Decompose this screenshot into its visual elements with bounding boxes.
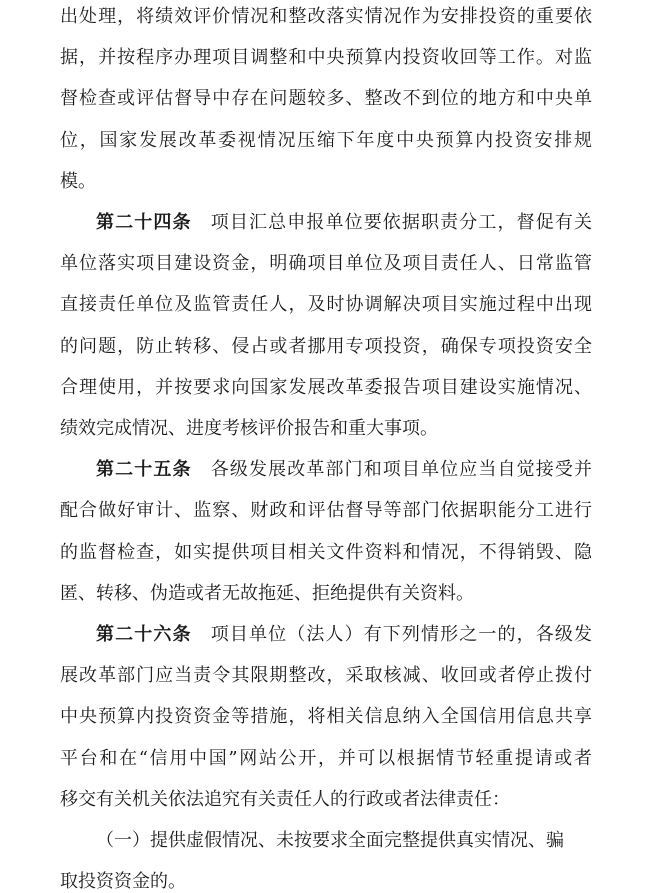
text-line: 合理使用，并按要求向国家发展改革委报告项目建设实施情况、 (60, 376, 592, 398)
text-line: 的监督检查，如实提供项目相关文件资料和情况，不得销毁、隐 (60, 541, 592, 563)
article-text: 项目单位（法人）有下列情形之一的，各级发 (191, 624, 592, 645)
text-line: 配合做好审计、监察、财政和评估督导等部门依据职能分工进行 (60, 500, 592, 522)
text-line: 绩效完成情况、进度考核评价报告和重大事项。 (60, 418, 438, 439)
text-line: 匿、转移、伪造或者无故拖延、拒绝提供有关资料。 (60, 582, 474, 604)
article-24-first-line (96, 212, 592, 234)
text-line: 直接责任单位及监管责任人，及时协调解决项目实施过程中出现 (60, 294, 592, 316)
text-line: 取投资资金的。 (60, 871, 186, 893)
text-line: 位，国家发展改革委视情况压缩下年度中央预算内投资安排规 (60, 129, 592, 151)
article-title: 第二十六条 (96, 624, 192, 645)
article-text: 项目汇总申报单位要依据职责分工，督促有关 (191, 212, 592, 233)
article-26-first-line (96, 624, 592, 646)
text-line: 据，并按程序办理项目调整和中央预算内投资收回等工作。对监 (60, 47, 592, 69)
list-item-first-line: （一）提供虚假情况、未按要求全面完整提供真实情况、骗 (96, 830, 564, 851)
article-25-first-line (96, 459, 592, 481)
text-line: 平台和在“信用中国”网站公开，并可以根据情节轻重提请或者 (60, 747, 592, 769)
text-line: 出处理，将绩效评价情况和整改落实情况作为安排投资的重要依 (60, 6, 592, 27)
article-text: 各级发展改革部门和项目单位应当自觉接受并 (191, 459, 592, 481)
text-line: 的问题，防止转移、侵占或者挪用专项投资，确保专项投资安全 (60, 335, 592, 357)
text-line: 中央预算内投资资金等措施，将相关信息纳入全国信用信息共享 (60, 706, 592, 728)
text-line: 模。 (60, 170, 96, 192)
text-line: 展改革部门应当责令其限期整改，采取核减、收回或者停止拨付 (60, 665, 592, 687)
article-title: 第二十四条 (96, 212, 192, 233)
text-line: 单位落实项目建设资金，明确项目单位及项目责任人、日常监管 (60, 253, 592, 275)
article-title: 第二十五条 (96, 459, 192, 481)
text-line: 督检查或评估督导中存在问题较多、整改不到位的地方和中央单 (60, 88, 592, 110)
text-line: 移交有关机关依法追究有关责任人的行政或者法律责任： (60, 788, 510, 810)
